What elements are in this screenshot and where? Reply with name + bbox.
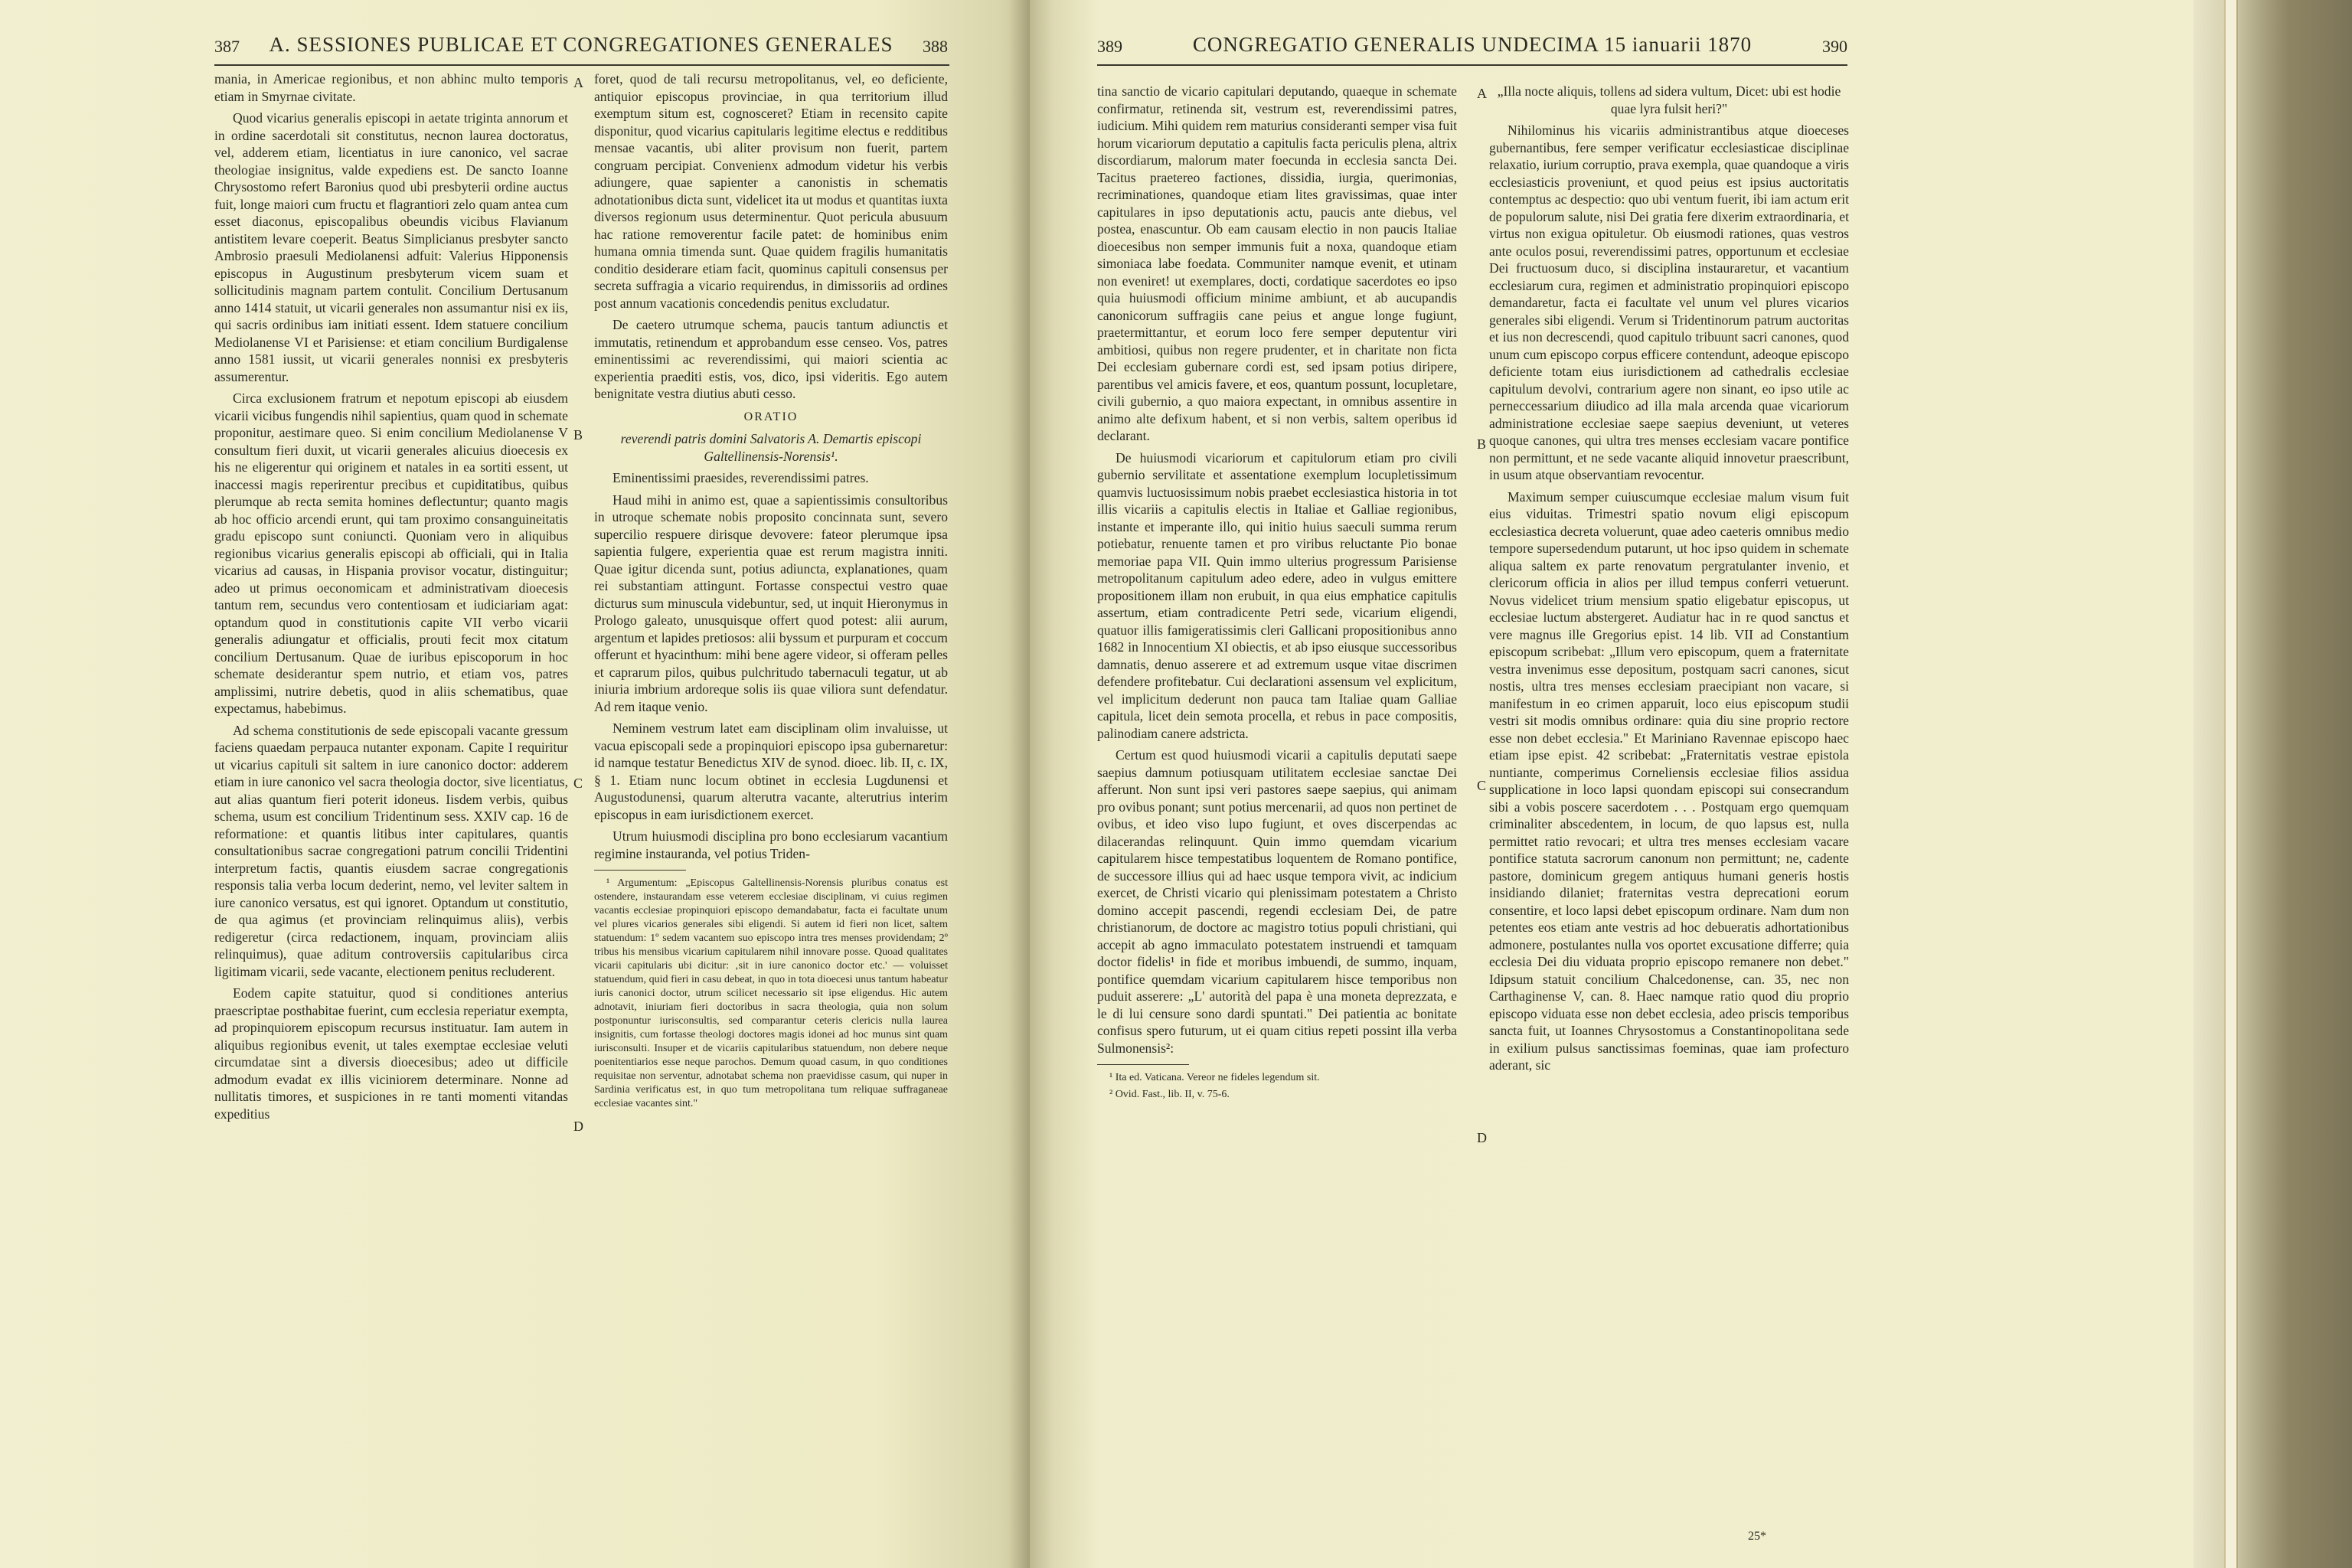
right-running-header <box>1097 26 1847 57</box>
right-page <box>1030 0 2194 1568</box>
paragraph: De caetero utrumque schema, paucis tantum adiunctis et immutatis, retinendum et approbandum esse censeo. Vos, patres eminentissimi ac reverendissimi, qui maiori scientia ac experientia praediti estis, vos, dico, ipsi videritis. Ego autem benignitate vestra diutius abuti cesso. <box>594 317 948 401</box>
margin-label-b: B <box>573 427 583 443</box>
right-running-head-title: CONGREGATIO GENERALIS UNDECIMA 15 ianuarii 1870 <box>1192 33 1753 56</box>
footnote-text: ¹ Ita ed. Vaticana. Vereor ne fideles legendum sit. <box>1109 1072 1320 1083</box>
paragraph: Utrum huiusmodi disciplina pro bono ecclesiarum vacantium regimine instauranda, vel potius Triden- <box>594 828 948 861</box>
paragraph: Neminem vestrum latet eam disciplinam olim invaluisse, ut vacua episcopali sede a propinquiori episcopo ipsa gubernaretur: id namque testatur Benedictus XIV de synod. dioec. lib. II, c. IX, § 1. Etiam nunc locum obtinet in ecclesia Lugdunensi et Augustodunensi, quarum alterutra vacante, alterutrius interim episcopus in eam iurisdictionem exercet. <box>594 720 948 822</box>
right-page-number: 389 <box>1097 37 1122 56</box>
left-page-number: 387 <box>214 37 240 56</box>
oratio-subheading: reverendi patris domini Salvatoris A. Demartis episcopi Galtellinensis-Norensis¹. <box>620 431 922 464</box>
paragraph: foret, quod de tali recursu metropolitanus, vel, eo deficiente, antiquior episcopus provinciae, in qua territorium illud exemptum situm est, cognosceret? Etiam in recensito capite disponitur, quod vicarius capitularis legitime electus e redditibus mensae vacantis, ubi aliter provisum non fuerit, partem congruam percipiat. Convenienx admodum videtur his verbis adiungere, quae sapienter a canonistis in schematis adnotationibus dicta sunt, videlicet ita ut modus et quantitas iuxta diversos regionum usus determinentur. Quot pericula abusuum hac ratione removerentur facile patet: de hominibus enim humana omnia timenda sunt. Quae quidem fragilis humanitatis conditio desiderare etiam facit, quominus capituli consensus per secreta suffragia a vicario requirendus, in dimissoriis ad ordines post annum vacationis concedendis penitus excludatur. <box>594 71 948 311</box>
footnote-rule <box>594 870 686 871</box>
paragraph: Eodem capite statuitur, quod si conditiones anterius praescriptae posthabitae fuerint, cum ecclesia reperiatur exempta, ad propinquiorem episcopum recursus instituatur. Iam autem in aliquibus regionibus evenit, ut tales exemptae ecclesiae veluti circumdatae sint a diversis dioecesibus; adeo ut difficile admodum evadat ex illis viciniorem determinare. Nonne ad nullitatis timores, et suspiciones in re tanti momenti vitandas expeditius <box>214 985 568 1122</box>
right-page-number-2: 390 <box>1821 37 1847 56</box>
page-edges <box>2224 0 2238 1568</box>
paragraph: mania, in Americae regionibus, et non abhinc multo temporis etiam in Smyrnae civitate. <box>214 71 568 104</box>
footnote-text: ¹ Argumentum: „Episcopus Galtellinensis-Norensis pluribus conatus est ostendere, instaurandam esse veterem ecclesiae disciplinam, vi cuius regimen vacantis ecclesiae propinquiori episcopo demandabatur, facta ei facultate unum vel plures vicarios generales sibi eligendi. Si autem id fieri non licet, saltem statuendum: 1º sedem vacantem suo episcopo intra tres menses providendam; 2º tribus his mensibus vicarium capitularem nihil innovare posse. Quoad qualitates vicarii capitularis ubi dicitur: ‚sit in iure canonico doctor etc.' — voluisset statuendum, quid fieri in casu debeat, in quo in tota dioecesi unus tantum habeatur iuris canonici doctor, utrum scilicet necessario sit ipse eligendus. Hic autem adnotavit, iniuriam fieri doctoribus in sacra theologia, quia non solum postponuntur iurisconsultis, sed comparantur ceteris clericis nulla laurea insignitis, cum fortasse theologi doctores magis idonei ad hoc munus sint quam iurisconsulti. Insuper et de vicariis capitularibus statuendum, non debere neque poenitentiarios esse neque parochos. Demum quoad casum, in quo conditiones requisitae non serventur, adnotabat schema non praevidisse casum, qui nuper in Sardinia verificatus est, in quo tum metropolitana tum reliquae suffraganeae ecclesiae vacantes sint." <box>594 877 948 1109</box>
footnotes <box>1097 1071 1457 1102</box>
margin-label-c: C <box>1477 778 1487 793</box>
margin-label-c: C <box>573 776 583 791</box>
footnote-text: ² Ovid. Fast., lib. II, v. 75-6. <box>1109 1089 1230 1100</box>
right-header-rule <box>1097 64 1847 66</box>
paragraph: Haud mihi in animo est, quae a sapientissimis consultoribus in utroque schemate nobis proposito concinnata sunt, severo supercilio respuere dirisque devovere: fateor plerumque ipsa sapientia fulgere, experientia quae est rerum magistra inniti. Quae igitur dicenda sunt, potius adiuncta, explanationes, quam rei substantiam attingunt. Fortasse conspectui vestro quae dicturus sum minuscula videbuntur, sed, ut inquit Hieronymus in Prologo galeato, unusquisque offert quod potest: alii aurum, argentum et lapides pretiosos: alii byssum et purpuram et coccum offerunt et hyacinthum: mihi bene agere videor, si offeram pelles et caprarum pilos, quibus pulchritudo tabernaculi tegatur, ut ab iniuria imbrium ardoreque solis iis quae viliora sunt defendatur. Ad rem itaque venio. <box>594 492 948 714</box>
margin-label-b: B <box>1477 436 1487 452</box>
margin-label-a: A <box>573 75 583 90</box>
paragraph: Circa exclusionem fratrum et nepotum episcopi ab eiusdem vicarii vicibus fungendis nihil sapientius, quam quod in schemate proponitur, aestimare queo. Si enim concilium Mediolanense V consultum fieri duxit, ut vicarii generales alicuius dioecesis ex his ne eligerentur qui originem et natales in ea sortiti essent, ut inaccessi magis reperirentur precibus et cupiditatibus, quibus plerumque ab recta semita homines deflectuntur; quanto magis ab hoc officio arcendi erunt, qui tam proximo consanguineitatis gradu episcopo sunt coniuncti. Quoniam vero in aliquibus regionibus vicarius generalis episcopi ab officiali, qui in Italia vicarius ad causas, in Hispania provisor vocatur, distinguitur; adeo ut primus oeconomicam et administrativam dioecesis tantum rem, secundus vero contentiosam et iudiciariam agat: optandum quod in constitutionis capite VII verbo vicarii generalis adiungatur et officialis, prouti fecit mox citatum concilium Dertusanum. Quae de iuribus episcoporum in hoc schemate desiderantur spem nutrio, et etiam vos, patres amplissimi, nutrire debetis, quod in aliis schematibus, quae expectamus, habebimus. <box>214 390 568 716</box>
margin-label-d: D <box>1477 1130 1487 1145</box>
signature-mark: 25* <box>1748 1530 1766 1543</box>
oratio-heading: ORATIO <box>743 410 799 423</box>
verse-quote: „Illa nocte aliquis, tollens ad sidera vultum, Dicet: ubi est hodie quae lyra fulsit heri?" <box>1497 83 1841 116</box>
paragraph: Ad schema constitutionis de sede episcopali vacante gressum faciens quaedam perpauca nutanter exponam. Capite I requiritur ut vicarius capituli sit saltem in iure canonico doctor: adderem etiam in iure canonico vel sacra theologia doctor, sive licentiatus, aut alias quantum fieri poterit idoneus. Iisdem verbis, quibus schema, usum est concilium Tridentinum sess. XXIV cap. 16 de reformatione: et quantis litibus inter capitulares, quantis consultationibus sacrae congregationi patrum concilii Tridentini interpretum factis, quantis eiusdem sacrae congregationis responsis talia verba locum dederint, nemo, vel leviter saltem in iure canonico versatus, est qui ignoret. Optandum ut constitutio, de qua agimus (et provinciam relinquimus aliis), verbis redigeretur (circa redactionem, inquam, provinciam aliis relinquimus), quae aditum controversiis capitularibus circa ligitimam vicarii, sede vacante, electionem penitus recluderent. <box>214 722 568 979</box>
paragraph: De huiusmodi vicariorum et capitulorum etiam pro civili gubernio servilitate et assentatione exemplum locupletissimum quamvis luctuosissimum nobis praebet ecclesiastica historia in tot illis vicariis a capitulis electis in Italiae et Galliae regionibus, instante et imperante illo, qui initio huius saeculi summa rerum potiebatur, renuente tamen et pro viribus reluctante Pio bonae memoriae papa VII. Quin immo ulterius progressum Parisiense metropolitanum capitulum adeo edere, adeo in vulgus emittere propositionem illam non erubuit, in qua eius emphatice capitulis assertum, etiam contradicente Petri sede, vicarium eligendi, quatuor illis famigeratissimis cleri Gallicani propositionibus anno 1682 in Innocentium XI obiectis, et ab ipso eiusque successoribus damnatis, denuo asserere et ad extremum usque vitae discrimen defendere profitebatur. Cui declarationi assensum vel explicitum, vel implicitum dederunt non pauca tam Italiae quam Galliae capitula, licet dein semota procella, et rebus in pace compositis, palinodiam canere adstricta. <box>1097 449 1457 741</box>
footnote-rule <box>1097 1064 1189 1065</box>
paragraph: tina sanctio de vicario capitulari deputando, quaeque in schemate confirmatur, retinenda sit, vestrum est, reverendissimi patres, iudicium. Mihi quidem rem maturius consideranti semper visa fuit horum vicariorum deputatio a capitulis facta periculis plena, altrix discordiarum, malorum mater foecunda in ecclesia sancta Dei. Tacitus praetereo factiones, dissidia, iurgia, querimonias, recriminationes, quandoque etiam lites gravissimas, quae inter capitulares in ipso deputationis actu, paucis ante diebus, vel postea, enascuntur. Ob eam causam electio in non paucis Italiae dioecesibus non semper immunis fuit a noxa, quandoque etiam simoniaca labe foedata. Communiter namque evenit, et utinam non eveniret! ut exemplares, docti, cordatique sacerdotes eo ipso quia huiusmodi officium minime ambiunt, et ab aucupandis canonicorum suffragiis cane peius et angue longe fugiunt, praetermittantur, et eorum loco fere semper deputentur viri ambitiosi, quibus non regere prudenter, et in charitate non ficta Dei ecclesiam gubernare cordi est, sed ipsam potius diripere, parentibus vel amicis favere, et eos, quantum possunt, locupletare, civili gubernio, a quo maiora expectant, in omnibus assentire in animo alte defixum habent, et si non verbis, saltem operibus id declarant. <box>1097 83 1457 443</box>
paragraph: Nihilominus his vicariis administrantibus atque dioeceses gubernantibus, fere semper verificatur ecclesiasticae disciplinae relaxatio, iurium corruptio, prava exempla, quae quandoque a viris ecclesiasticis proveniunt, et quod peius est ipsius auctoritatis contemptus ac despectio: quo ubi ventum fuerit, ibi iam actum erit de populorum salute, nisi Dei gratia fere dixerim extraordinaria, et virtus non exigua opituletur. Ob eiusmodi rationes, quas vestros ante oculos posui, reverendissimi patres, opportunum et ecclesiae Dei fructuosum duco, si disciplina instauraretur, et vacantium ecclesiarum cura, regimen et administratio propinquiori episcopo demandaretur, facta ei facultate vel unum vel plures vicarios generales sibi eligendi. Verum si Tridentinorum patrum auctoritas et ius non decrescendi, quod capitulo tribuunt sacri canones, quod unum cum episcopo corpus efficere contendunt, adeoque episcopo deficiente totam eius iurisdictionem ad cathedralis ecclesiae capitulum devolvi, contrarium agere non sinant, eo ipso utile ac perneccessarium diiudico ad illa mala arcenda quae vicariorum administratione ecclesiae saepe saepius deveniunt, ut veteres quoque canones, qui ultra tres menses ecclesiam vacare pontifice non permittunt, et ne sede vacante aliquid innovetur praescribunt, in usum atque observantiam revocentur. <box>1489 122 1849 482</box>
left-column-1 <box>214 70 568 1127</box>
left-header-rule <box>214 64 949 66</box>
footnote <box>594 877 948 1111</box>
paragraph: Maximum semper cuiuscumque ecclesiae malum visum fuit eius viduitas. Trimestri spatio novum eligi episcopum ecclesiastica decreta voluerunt, quae adeo caeteris omnibus medio tempore supersedendum putarunt, ut hoc ipso quidem in schemate aliqua saltem ex parte renovatum pergratulanter invenio, et clericorum officia in alios per illud tempus conferri vetuerunt. Novus videlicet trium mensium spatio eligebatur episcopus, ut ecclesiae luctum abstergeret. Audiatur hac in re quod sanctus et vere magnus ille Gregorius epist. 14 lib. VII ad Constantium episcopum scribebat: „Illum vero episcopum, quem a fraternitate vestra invenimus esse depositum, postquam sacri canones, sicut nostis, ultra tres menses ecclesiam praecipiant non vacare, si manifestum in eo crimen apparuit, loco eius episcopum studii vestri sit modis omnibus ordinare: quia diu sine proprio rectore esse non debet ecclesia." Et Mariniano Ravennae episcopo haec etiam ipse epist. 42 scribebat: „Fraternitatis vestrae epistola nuntiante, comperimus Corneliensis ecclesiae filios assidua supplicatione in loco lapsi quondam episcopi sui consecrandum sibi a vobis poscere sacerdotem . . . Postquam ergo quemquam criminaliter abscedentem, in locum, de quo lapsus est, nulla permittet ratio revocari; et ultra tres menses ecclesiam vacare pontifice statuta sacrorum canonum non permittunt; ne, cadente pastore, dominicum gregem antiquus humani generis hostis insidiando dilaniet; fraternitas vestra deprecationi eorum consentire, et loco lapsi debet episcopum ordinare. Nam dum non petentes eos etiam ante vestris ad hoc debueratis adhortationibus admonere, postulantes nulla vos oportet excusatione differre; quia ecclesia Dei diu viduata proprio episcopo remanere non debet." Idipsum statuit concilium Chalcedonense, can. 35, nec non Carthaginense V, can. 8. Haec namque ratio quod diu proprio episcopo viduata esse non debet ecclesia, adeo priscis temporibus sancta fuit, ut Ioannes Chrysostomus a Constantinopolitana sede in exilium pulsus sanctissimas foeminas, quae iam profecturo aderant, sic <box>1489 488 1849 1073</box>
margin-label-a: A <box>1477 86 1487 101</box>
left-page <box>0 0 1030 1568</box>
book-binding-edge <box>2194 0 2352 1568</box>
paragraph: Certum est quod huiusmodi vicarii a capitulis deputati saepe saepius damnum potiusquam utilitatem ecclesiae sanctae Dei afferunt. Non sunt ipsi veri pastores saepe saepius, qui animam pro ovibus ponant; sunt potius mercenarii, ad quos non pertinet de ovibus, et ideo viso lupo fugiunt, et oves discerpendas ac dilacerandas relinquunt. Quin immo quemdam vicarium capitularem hisce tempestatibus loquentem de Romano pontifice, de successore illius qui ad haec usque tempora vivit, ac indicium exercet, de Christi vicario qui plenissimam potestatem a Christo domino accepit pascendi, regendi ecclesiam Dei, de patre christianorum, de doctore ac magistro totius populi christiani, qui accepit ab agno immaculato potestatem instruendi et tamquam doctor fidelis¹ in fide et moribus imbuendi, de summo, inquam, pontifice quemdam vicarium capitularem hisce temporibus non puduit asserere: „L' autorità del papa è una moneta deprezzata, e le di lui censure sono dardi spuntati." Dei patientia ac bonitate confisus spero futurum, ut ei quam citius repeti possint illa verba Sulmonensis²: <box>1097 747 1457 1056</box>
right-column-2 <box>1489 83 1849 1079</box>
paragraph: Quod vicarius generalis episcopi in aetate triginta annorum et in ordine sacerdotali sit constitutus, necnon laurea doctoratus, vel, adderem etiam, licentiatus in iure canonico, vel sacrae theologiae insignitus, valde expediens est. De sancto Ioanne Chrysostomo refert Baronius quod ubi presbyterii ordine auctus fuit, longe maiori cum fructu et flagrantiori zelo quam antea cum esset diaconus, episcopalibus obeundis vicibus Flavianum antistitem levare coeperit. Beatus Simplicianus presbyter sancto Ambrosio praesuli Mediolanensi adfuit: Valerius Hipponensis episcopus in Augustinum presbyterum vicem suam et sollicitudinis magnam partem contulit. Concilium Dertusanum anno 1414 statuit, ut vicarii generales non assumantur nisi ex iis, qui sacris ordinibus iam initiati essent. Idem statuere concilium Mediolanense VI et Parisiense: et etiam concilium Burdigalense anno 1581 iussit, ut vicarii generales nonnisi ex presbyteris assumerentur. <box>214 110 568 384</box>
left-column-2 <box>594 70 948 1114</box>
margin-label-d: D <box>573 1119 583 1134</box>
left-page-number-2: 388 <box>922 37 948 56</box>
left-running-head-title: A. SESSIONES PUBLICAE ET CONGREGATIONES GENERALES <box>269 33 893 56</box>
left-running-header <box>214 26 948 57</box>
right-column-1 <box>1097 83 1457 1105</box>
paragraph: Eminentissimi praesides, reverendissimi patres. <box>612 470 869 485</box>
